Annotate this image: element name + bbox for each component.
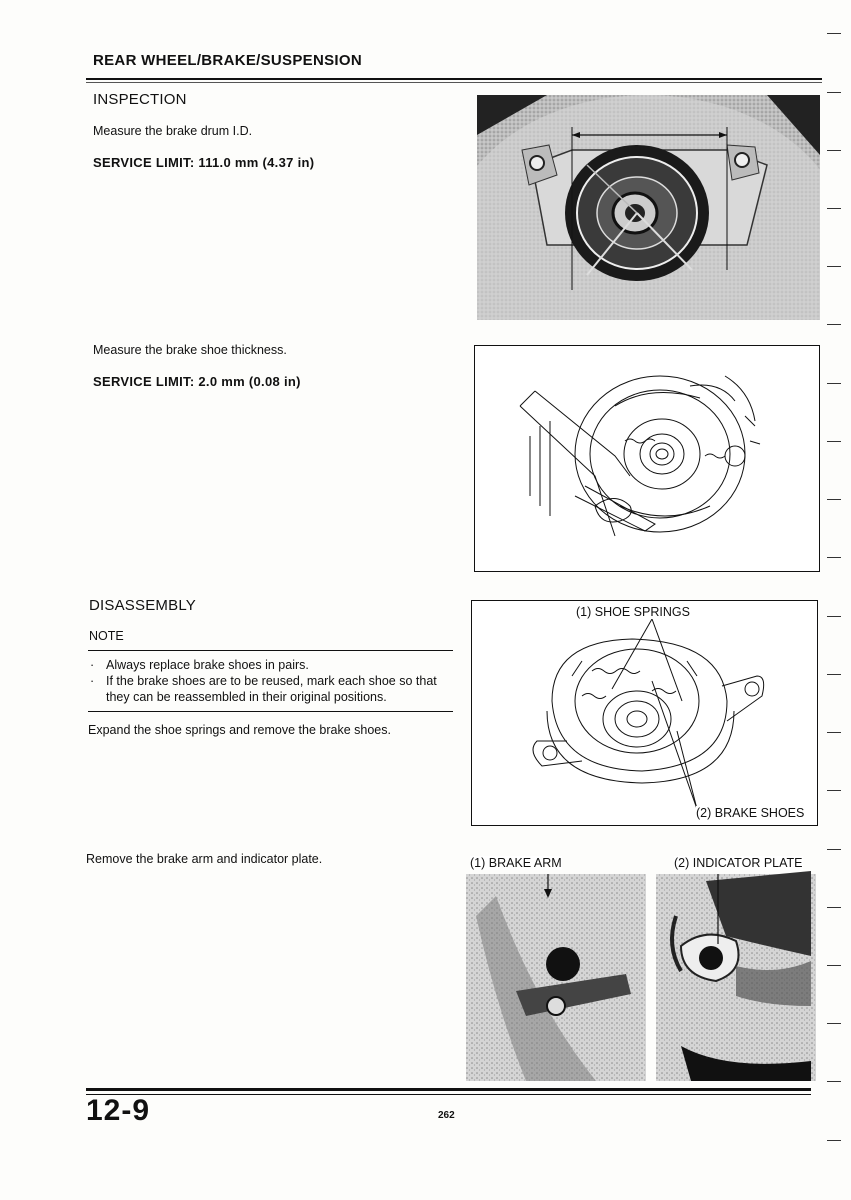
edge-mark (827, 33, 841, 34)
expand-springs-instruction: Expand the shoe springs and remove the brake shoes. (88, 723, 391, 737)
brake-drum-photo (477, 95, 820, 320)
shoe-springs-callout: (1) SHOE SPRINGS (576, 605, 690, 619)
page-label: 12-9 (86, 1094, 151, 1127)
note-top-rule (88, 650, 453, 651)
edge-mark (827, 441, 841, 442)
disassembly-heading: DISASSEMBLY (89, 597, 196, 614)
edge-mark (827, 383, 841, 384)
brake-panel-figure (471, 600, 818, 826)
edge-mark (827, 499, 841, 500)
note-bullet-1: · Always replace brake shoes in pairs. (90, 658, 309, 672)
note-text-2: If the brake shoes are to be reused, mark each shoe so that (106, 674, 437, 688)
edge-mark (827, 1023, 841, 1024)
indicator-plate-callout: (2) INDICATOR PLATE (674, 856, 803, 870)
edge-mark (827, 266, 841, 267)
edge-mark (827, 790, 841, 791)
brake-shoes-callout: (2) BRAKE SHOES (696, 806, 805, 820)
drum-service-limit: SERVICE LIMIT: 111.0 mm (4.37 in) (93, 155, 315, 170)
shoe-thickness-figure (474, 345, 820, 572)
inspection-heading: INSPECTION (93, 91, 187, 108)
edge-mark (827, 324, 841, 325)
edge-mark (827, 849, 841, 850)
edge-mark (827, 732, 841, 733)
drum-instruction: Measure the brake drum I.D. (93, 124, 253, 138)
section-title: REAR WHEEL/BRAKE/SUSPENSION (93, 52, 362, 69)
edge-mark (827, 150, 841, 151)
edge-mark (827, 208, 841, 209)
footer-rule (86, 1088, 811, 1091)
note-text-1: Always replace brake shoes in pairs. (106, 658, 309, 672)
edge-mark (827, 92, 841, 93)
note-text-3: they can be reassembled in their original positions. (106, 690, 387, 704)
header-rule (86, 78, 822, 80)
edge-mark (827, 616, 841, 617)
remove-arm-instruction: Remove the brake arm and indicator plate. (86, 852, 323, 866)
edge-mark (827, 557, 841, 558)
footer-rule-thin (86, 1094, 811, 1095)
edge-mark (827, 1081, 841, 1082)
shoe-service-limit: SERVICE LIMIT: 2.0 mm (0.08 in) (93, 374, 301, 389)
brake-arm-photo (466, 856, 816, 1081)
shoe-instruction: Measure the brake shoe thickness. (93, 343, 287, 357)
edge-mark (827, 1140, 841, 1141)
header-rule-thin (86, 82, 822, 83)
note-bullet-2: · If the brake shoes are to be reused, mark each shoe so that (90, 674, 437, 688)
sheet-number: 262 (438, 1110, 455, 1121)
note-label: NOTE (89, 629, 124, 643)
edge-mark (827, 965, 841, 966)
edge-mark (827, 674, 841, 675)
note-bottom-rule (88, 711, 453, 712)
brake-arm-callout: (1) BRAKE ARM (470, 856, 562, 870)
edge-mark (827, 907, 841, 908)
